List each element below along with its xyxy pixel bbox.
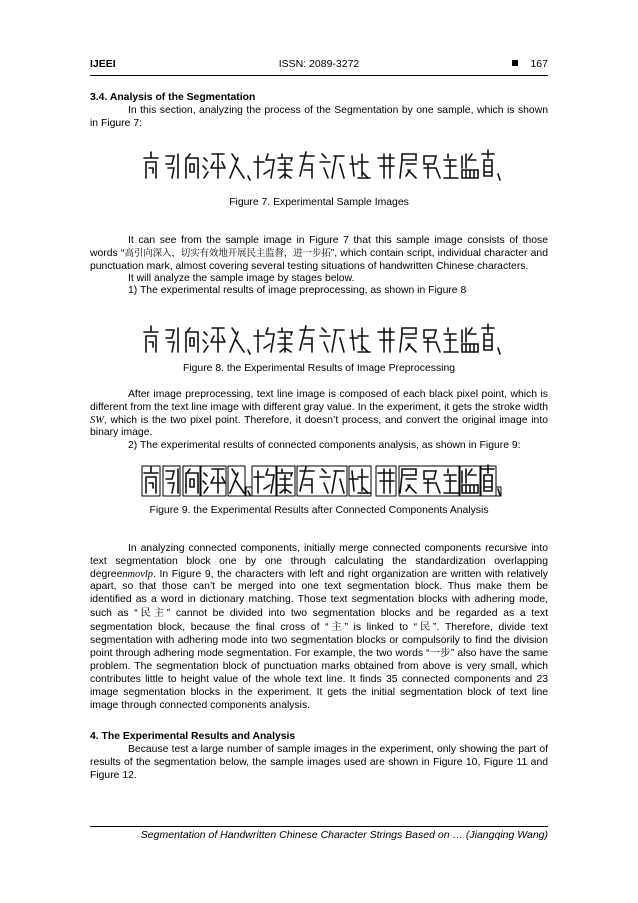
paragraph-connected-intro: 2) The experimental results of connected components analysis, as shown in Figure 9: (128, 440, 521, 451)
page-number-group (512, 58, 548, 70)
running-footer: Segmentation of Handwritten Chinese Character Strings Based on … (Jiangqing Wang) (140, 829, 548, 841)
running-header (90, 58, 548, 74)
figure-8-caption: Figure 8. the Experimental Results of Image Preprocessing (182, 363, 456, 374)
section-title-4: 4. The Experimental Results and Analysis (90, 731, 296, 742)
paragraph-stages: It will analyze the sample image by stages below. (128, 273, 355, 284)
figure-8-handwriting-image (140, 322, 502, 360)
journal-name: IJEEI (90, 58, 116, 70)
figure-7-handwriting-image (140, 148, 502, 186)
square-bullet-icon (512, 60, 518, 66)
figure-9-caption: Figure 9. the Experimental Results after Connected Components Analysis (149, 505, 489, 516)
paragraph-sample-words: It can see from the sample image in Figure 7 that this sample image consists of those words “高引向深入，切实有效地开展民主监督，进一步拓”, which contain script, individual character and punctuation mark, almost covering several testing situations of handwritten Chinese characters. (90, 235, 548, 272)
section-title-3-4: 3.4. Analysis of the Segmentation (90, 92, 256, 103)
paragraph-intro: In this section, analyzing the process of the Segmentation by one sample, which is shown in Figure 7: (90, 105, 548, 129)
page-number: 167 (530, 58, 548, 70)
figure-7-caption: Figure 7. Experimental Sample Images (229, 197, 409, 208)
symbol-sw: SW (90, 414, 104, 426)
sample-words: 高引向深入，切实有效地开展民主监督，进一步拓 (124, 247, 331, 259)
paragraph-connected-analysis: In analyzing connected components, initially merge connected components recursive into text segmentation block one by one through calculating the standardization overlapping degreenmovlp. In Figure 9, the characters with left and right organization are written with relatively apart, so that those can’t be merged into one text segmentation block. Thus make them be identified as a word in dictionary matching. Those text segmentation blocks with adhering mode, such as “民主” cannot be divided into two segmentation blocks and be regarded as a text segmentation block, because the final cross of “主” is linked to “民”. Therefore, divide text segmentation with adhering mode into two segmentation blocks or compulsorily to find the division point through adhering mode segmentation. For example, the two words “一步” also have the same problem. The segmentation block of punctuation marks obtained from above is very small, which contributes little to height value of the whole text line. It finds 35 connected components and 23 image segmentation blocks in the experiment. It gets the initial segmentation block of text line image through connected components analysis. (90, 543, 549, 711)
header-rule (90, 75, 548, 76)
paragraph-stroke-width: After image preprocessing, text line image is composed of each black pixel point, which is different from the text line image with different gray value. In the experiment, it gets the stroke width SW, which is the two pixel point. Therefore, it doesn’t process, and convert the original image into binary image. (90, 389, 548, 439)
issn: ISSN: 2089-3272 (278, 58, 360, 70)
paragraph-experimental-results: Because test a large number of sample images in the experiment, only showing the part of results of the segmentation below, the sample images used are shown in Figure 10, Figure 11 and Figure 12. (90, 744, 548, 781)
symbol-nmovlp: nmovlp (122, 568, 153, 580)
figure-9-segmented-image (140, 463, 502, 501)
paragraph-preprocessing-intro: 1) The experimental results of image preprocessing, as shown in Figure 8 (128, 285, 467, 296)
footer-rule (90, 826, 548, 827)
